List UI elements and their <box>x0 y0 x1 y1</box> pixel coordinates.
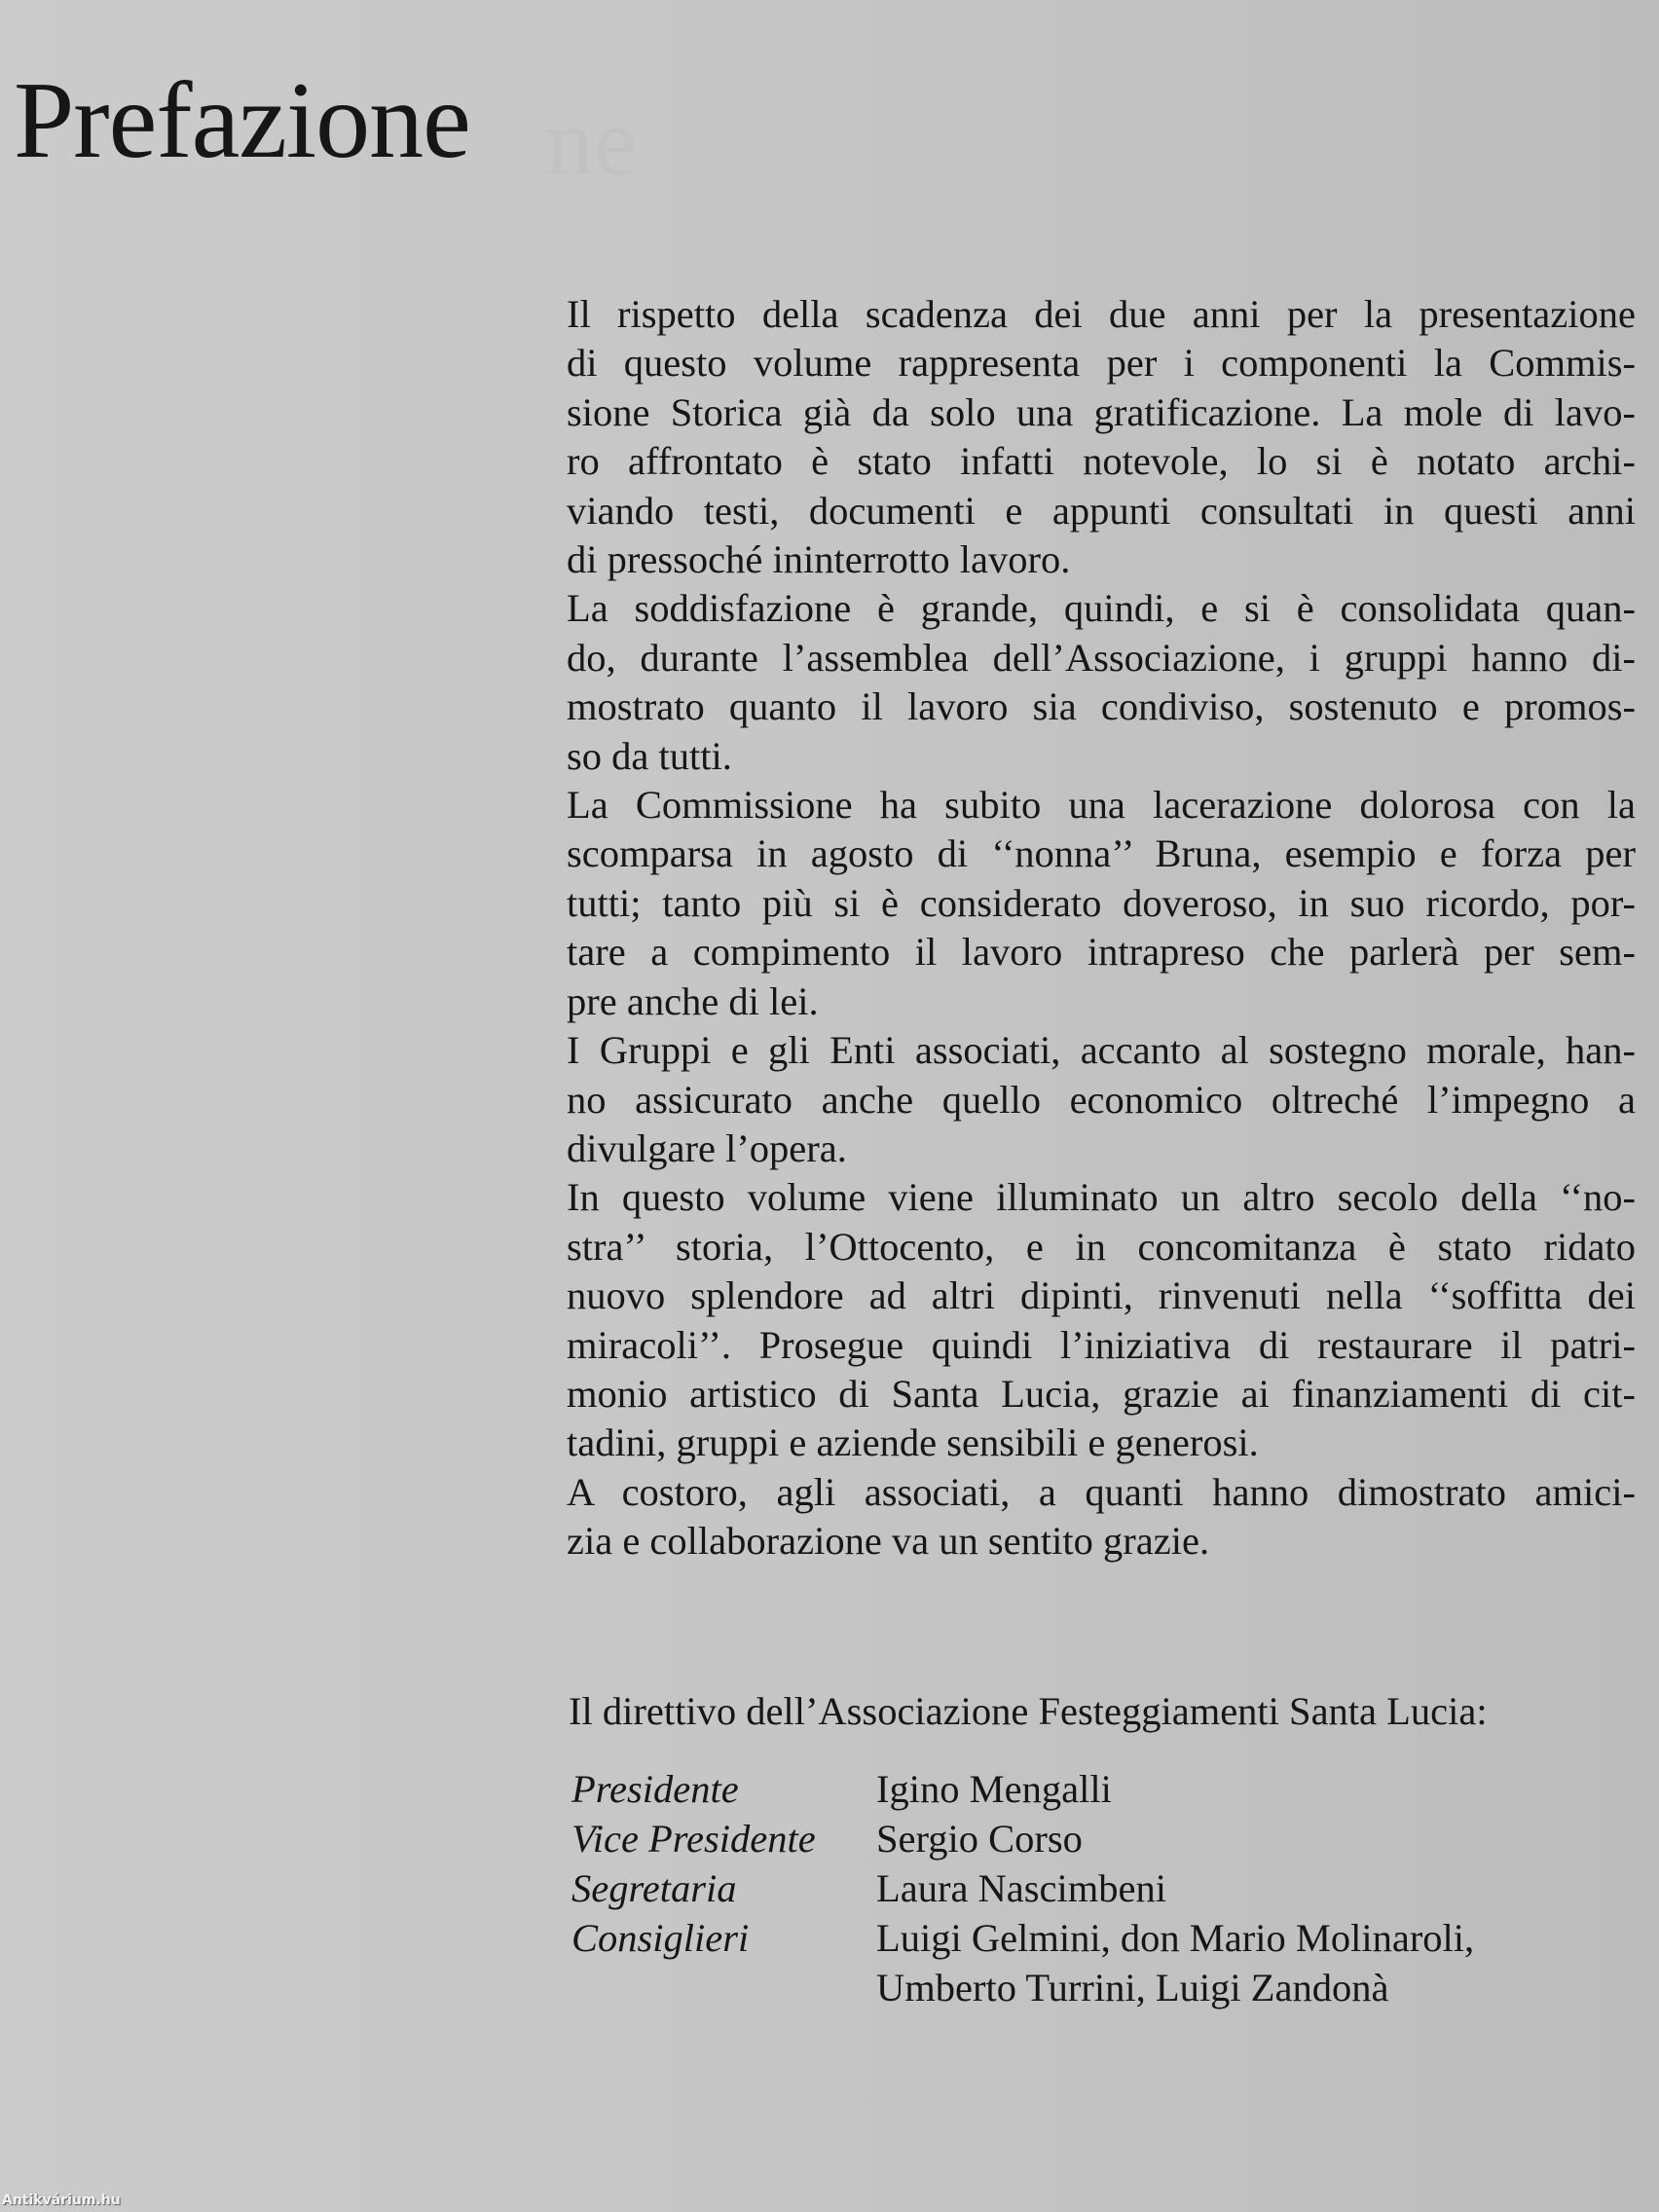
roster-names: Sergio Corso <box>876 1817 1083 1861</box>
text-line: In questo volume viene illuminato un altro secolo della ‘‘no- <box>567 1175 1636 1220</box>
roster-names: Umberto Turrini, Luigi Zandonà <box>876 1966 1389 2009</box>
paragraph <box>567 584 1636 781</box>
roster-row <box>571 1764 1474 1814</box>
text-line: scomparsa in agosto di ‘‘nonna’’ Bruna, esempio e forza per <box>567 831 1636 876</box>
roster-names: Igino Mengalli <box>876 1767 1112 1811</box>
roster-row <box>571 1963 1474 2012</box>
text-line: stra’’ storia, l’Ottocento, e in concomitanza è stato ridato <box>567 1224 1636 1269</box>
text-line: di questo volume rappresenta per i componenti la Commis- <box>567 341 1636 386</box>
page-title: Prefazione <box>14 60 470 181</box>
text-line: La Commissione ha subito una lacerazione dolorosa con la <box>567 783 1636 828</box>
ghost-title-bleedthrough: ne <box>545 88 638 196</box>
text-line: di pressoché ininterrotto lavoro. <box>567 537 1071 582</box>
signature-line: Il direttivo dell’Associazione Festeggiamenti Santa Lucia: <box>569 1689 1488 1733</box>
text-line: sione Storica già da solo una gratificazione. La mole di lavo- <box>567 389 1636 434</box>
text-line: nuovo splendore ad altri dipinti, rinvenuti nella ‘‘soffitta dei <box>567 1273 1636 1318</box>
text-line: tare a compimento il lavoro intrapreso che parlerà per sem- <box>567 930 1636 975</box>
board-roster <box>571 1764 1474 2012</box>
text-line: I Gruppi e gli Enti associati, accanto al sostegno morale, han- <box>567 1028 1636 1073</box>
text-line: viando testi, documenti e appunti consultati in questi anni <box>567 488 1636 533</box>
text-line: do, durante l’assemblea dell’Associazione, i gruppi hanno di- <box>567 635 1636 680</box>
text-line: zia e collaborazione va un sentito grazie. <box>567 1519 1210 1564</box>
paragraph <box>567 781 1636 1026</box>
text-line: no assicurato anche quello economico oltreché l’impegno a <box>567 1077 1636 1122</box>
roster-names: Luigi Gelmini, don Mario Molinaroli, <box>876 1916 1475 1960</box>
paragraph <box>567 1468 1636 1567</box>
text-line: A costoro, agli associati, a quanti hanno dimostrato amici- <box>567 1469 1636 1514</box>
roster-role: Segretaria <box>571 1866 737 1910</box>
roster-row <box>571 1913 1474 1963</box>
paragraph <box>567 1026 1636 1173</box>
text-line: mostrato quanto il lavoro sia condiviso, sostenuto e promos- <box>567 684 1636 729</box>
roster-row <box>571 1814 1474 1863</box>
text-line: La soddisfazione è grande, quindi, e si è consolidata quan- <box>567 586 1636 631</box>
paragraph <box>567 290 1636 584</box>
text-line: Il rispetto della scadenza dei due anni per la presentazione <box>567 292 1636 336</box>
roster-role: Consiglieri <box>571 1916 750 1960</box>
roster-role: Vice Presidente <box>571 1817 816 1861</box>
text-line: tutti; tanto più si è considerato doveroso, in suo ricordo, por- <box>567 880 1636 925</box>
text-line: divulgare l’opera. <box>567 1125 847 1170</box>
roster-names: Laura Nascimbeni <box>876 1866 1166 1910</box>
paragraph <box>567 1173 1636 1467</box>
watermark: Antikvárium.hu <box>2 2193 121 2208</box>
text-line: tadini, gruppi e aziende sensibili e generosi. <box>567 1420 1259 1465</box>
preface-body <box>567 290 1636 1567</box>
roster-role: Presidente <box>571 1767 739 1811</box>
roster-row <box>571 1863 1474 1913</box>
text-line: ro affrontato è stato infatti notevole, lo si è notato archi- <box>567 439 1636 484</box>
text-line: so da tutti. <box>567 733 732 778</box>
text-line: monio artistico di Santa Lucia, grazie ai finanziamenti di cit- <box>567 1371 1636 1416</box>
text-line: pre anche di lei. <box>567 978 819 1023</box>
text-line: miracoli’’. Prosegue quindi l’iniziativa di restaurare il patri- <box>567 1322 1636 1367</box>
roster-role <box>571 1963 876 2012</box>
